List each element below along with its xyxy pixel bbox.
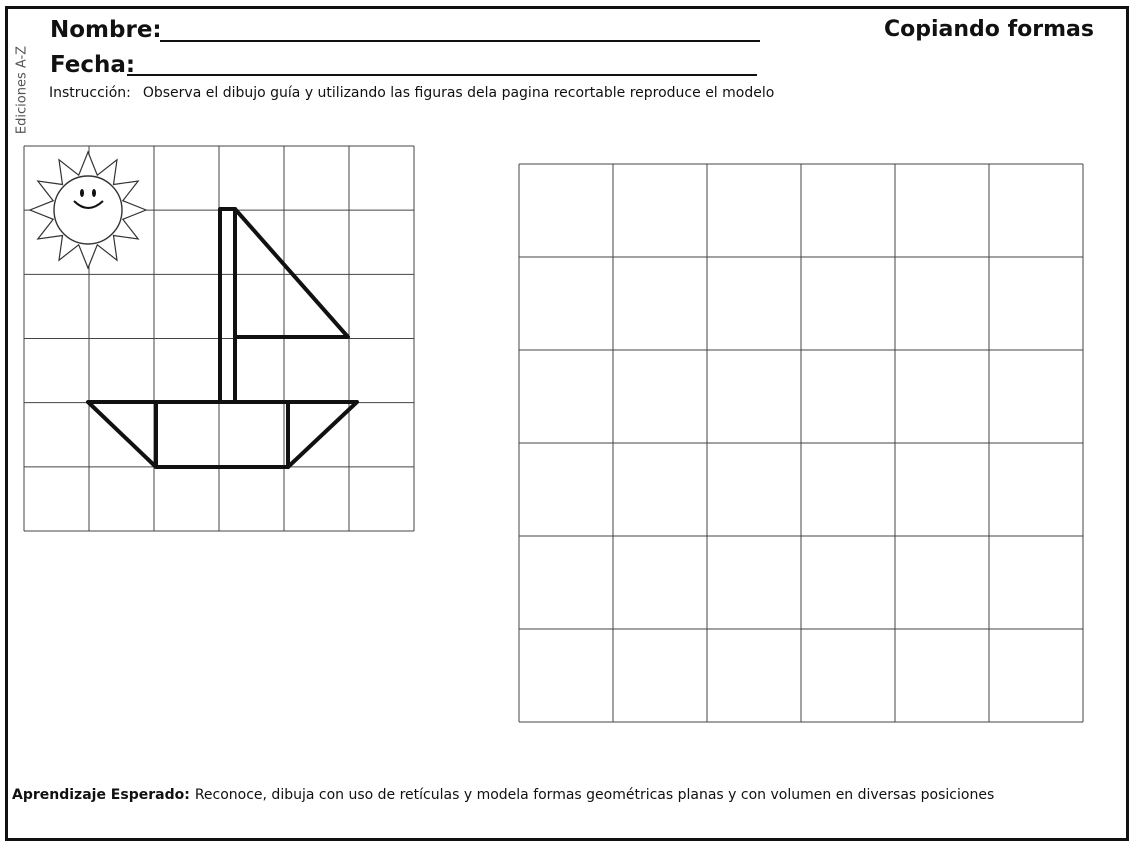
boat-sail [235,209,348,337]
boat-mast [220,209,235,402]
learning-outcome-text: Reconoce, dibuja con uso de retículas y modela formas geométricas planas y con volumen en diversas posiciones [194,787,995,803]
instruction-text: Observa el dibujo guía y utilizando las figuras dela pagina recortable reproduce el modelo [142,85,775,101]
publisher-text: Ediciones A-Z [14,45,30,135]
learning-outcome [12,787,994,803]
boat-hull-left [88,402,156,467]
smiling-sun-icon [30,152,146,268]
boat-hull-right [288,402,357,467]
answer-grid[interactable] [519,164,1083,722]
worksheet-title: Copiando formas [884,17,1094,42]
learning-outcome-label: Aprendizaje Esperado: [12,787,190,803]
boat-hull-center [156,402,288,467]
instruction-label: Instrucción: [49,85,131,101]
date-label: Fecha: [50,52,136,78]
name-label: Nombre: [50,17,162,43]
